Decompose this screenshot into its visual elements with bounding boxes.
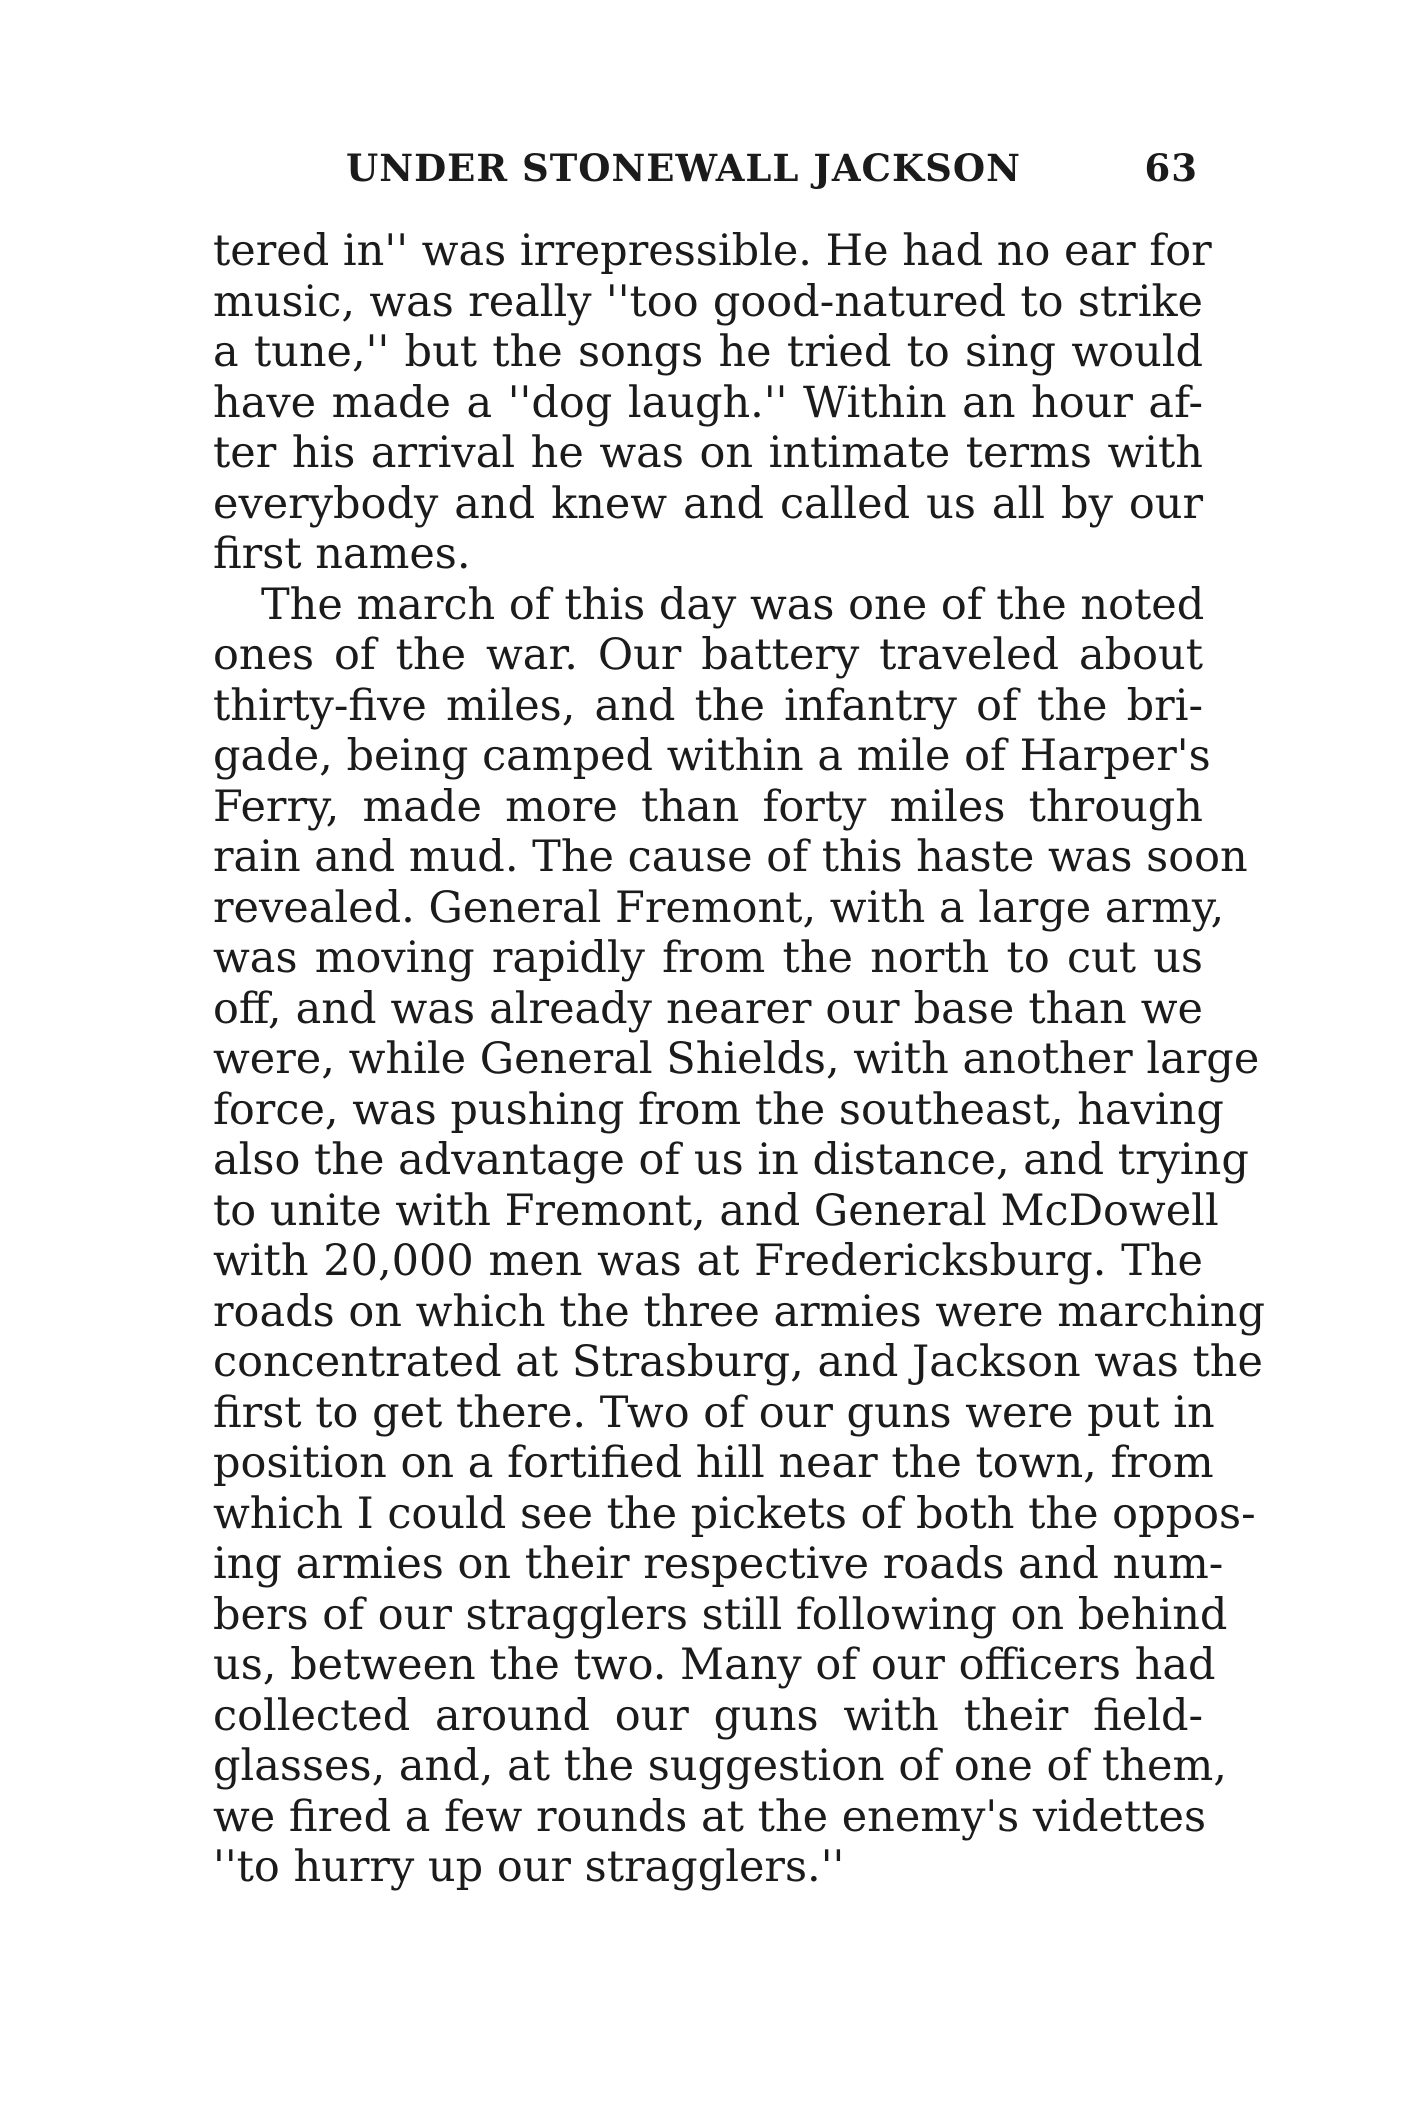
text-line: us, between the two. Many of our officers had (213, 1640, 1216, 1690)
text-line: position on a fortified hill near the town, from (213, 1438, 1214, 1488)
running-title: UNDER STONEWALL JACKSON (346, 146, 1021, 190)
text-line: first names. (213, 529, 471, 579)
text-line: bers of our stragglers still following on behind (213, 1589, 1228, 1640)
text-line: revealed. General Fremont, with a large army, (213, 882, 1225, 933)
text-line: glasses, and, at the suggestion of one of them, (213, 1741, 1227, 1791)
text-line: rain and mud. The cause of this haste was soon (213, 832, 1248, 882)
text-line: The march of this day was one of the noted (261, 579, 1205, 630)
text-line: were, while General Shields, with another large (213, 1034, 1260, 1084)
text-line: force, was pushing from the southeast, having (213, 1084, 1224, 1135)
text-line: everybody and knew and called us all by our (213, 478, 1203, 529)
text-line: Ferry, made more than forty miles through (213, 781, 1203, 832)
text-line: concentrated at Strasburg, and Jackson was the (213, 1337, 1263, 1387)
text-line: ''to hurry up our stragglers.'' (213, 1842, 845, 1892)
running-header (346, 146, 1206, 202)
text-line: collected around our guns with their field- (213, 1690, 1203, 1741)
text-line: was moving rapidly from the north to cut us (213, 933, 1203, 983)
text-line: tered in'' was irrepressible. He had no ear for (213, 226, 1212, 276)
body-text (213, 226, 1266, 1893)
text-line: ones of the war. Our battery traveled about (213, 630, 1203, 680)
text-line: also the advantage of us in distance, and trying (213, 1135, 1249, 1185)
text-line: thirty-five miles, and the infantry of the bri- (213, 680, 1203, 731)
text-line: off, and was already nearer our base than we (213, 983, 1203, 1034)
page-number: 63 (1144, 146, 1198, 190)
text-line: ing armies on their respective roads and num- (213, 1539, 1224, 1589)
text-line: we fired a few rounds at the enemy's videttes (213, 1791, 1207, 1842)
text-line: music, was really ''too good-natured to strike (213, 276, 1203, 327)
text-line: roads on which the three armies were marching (213, 1286, 1266, 1337)
text-line: gade, being camped within a mile of Harper's (213, 731, 1211, 781)
text-line: which I could see the pickets of both the oppos- (213, 1488, 1256, 1539)
text-line: with 20,000 men was at Fredericksburg. The (213, 1236, 1203, 1286)
text-line: have made a ''dog laugh.'' Within an hour af- (213, 377, 1203, 428)
text-line: ter his arrival he was on intimate terms with (213, 428, 1203, 478)
text-line: to unite with Fremont, and General McDowell (213, 1185, 1219, 1236)
text-line: a tune,'' but the songs he tried to sing would (213, 327, 1203, 377)
text-line: first to get there. Two of our guns were put in (213, 1387, 1215, 1438)
